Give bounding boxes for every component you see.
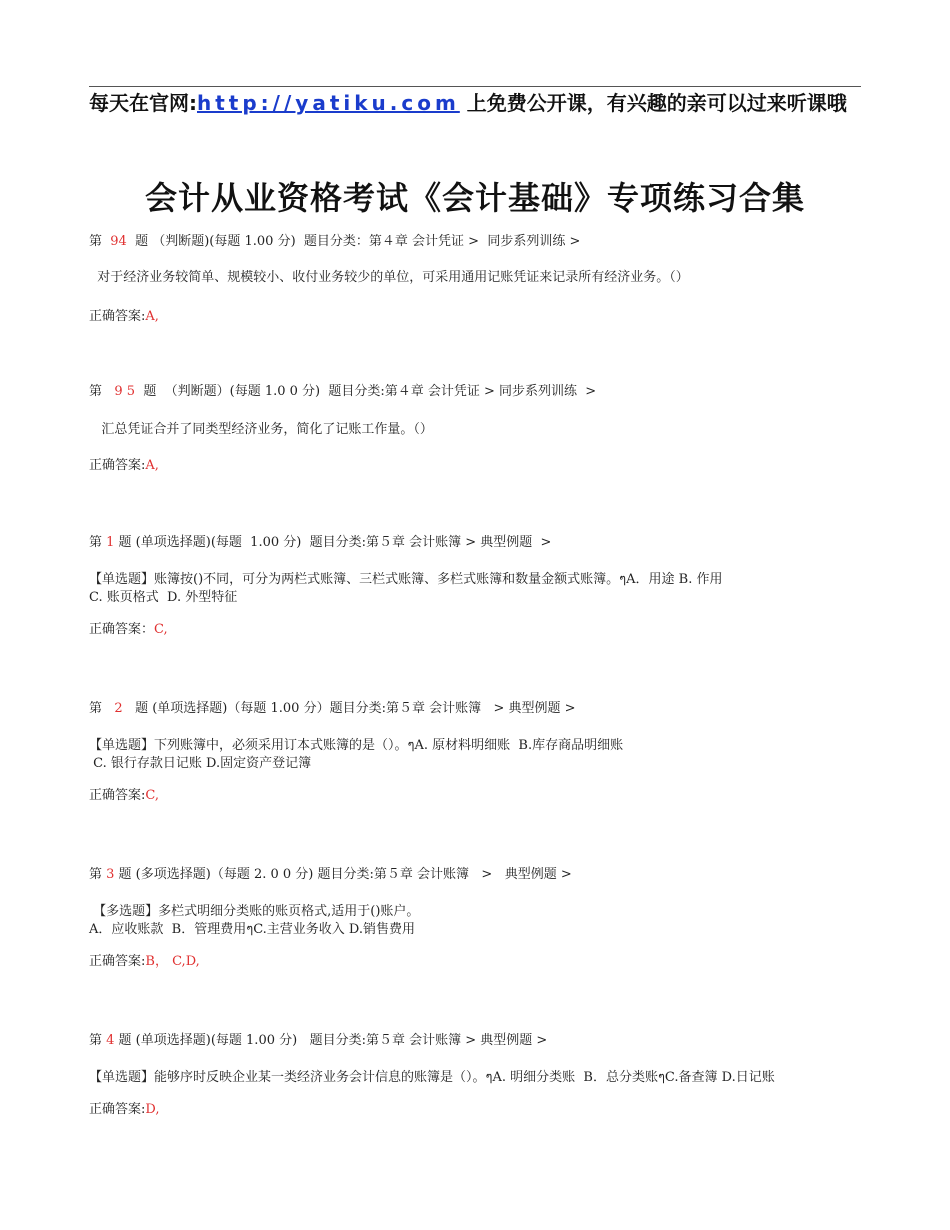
question-header-info: 题 (单项选择题)(每题 1.00 分) 题目分类:第５章 会计账簿 > 典型例题 > bbox=[114, 1033, 548, 1048]
banner-suffix: 上免费公开课，有兴趣的亲可以过来听课哦 bbox=[459, 91, 847, 115]
question-header-info: 题 （判断题)(每题 1.00 分) 题目分类：第４章 会计凭证 > 同步系列训练 > bbox=[126, 234, 581, 249]
question-block bbox=[89, 233, 879, 326]
question-header-prefix: 第 bbox=[89, 1033, 107, 1048]
question-text: 【单选题】账簿按()不同，可分为两栏式账簿、三栏式账簿、多栏式账簿和数量金额式账簿。ๆA．用途 B. 作用 C. 账页格式 D. 外型特征 bbox=[89, 572, 723, 605]
question-text: 对于经济业务较简单、规模较小、收付业务较少的单位，可采用通用记账凭证来记录所有经济业务。（） bbox=[89, 270, 689, 285]
question-header bbox=[89, 534, 879, 552]
question-header-prefix: 第 bbox=[89, 384, 115, 399]
question-number: 4 bbox=[106, 1033, 115, 1048]
answer-label: 正确答案: bbox=[89, 309, 146, 324]
answer-label: 正确答案: bbox=[89, 1102, 146, 1117]
header-rule bbox=[89, 86, 861, 87]
page-title: 会计从业资格考试《会计基础》专项练习合集 bbox=[144, 179, 805, 217]
answer-line bbox=[89, 457, 879, 475]
answer-label: 正确答案: bbox=[89, 954, 146, 969]
question-header-info: 题 (单项选择题)(每题 1.00 分) 题目分类:第５章 会计账簿 > 典型例题 > bbox=[114, 535, 552, 550]
answer-line bbox=[89, 621, 879, 639]
question-text: 【单选题】下列账簿中，必须采用订本式账簿的是（）。ๆA. 原材料明细账 B.库存商品明细账 C. 银行存款日记账 D.固定资产登记簿 bbox=[89, 738, 624, 771]
answer-value: C, bbox=[145, 788, 160, 803]
answer-line bbox=[89, 787, 879, 805]
answer-label: 正确答案: bbox=[89, 458, 146, 473]
question-header bbox=[89, 383, 879, 401]
question-number: 2 bbox=[114, 701, 123, 716]
question-number: 94 bbox=[110, 234, 127, 249]
question-header bbox=[89, 233, 879, 251]
question-header bbox=[89, 700, 879, 718]
question-text: 汇总凭证合并了同类型经济业务，简化了记账工作量。（） bbox=[89, 422, 433, 437]
answer-value: A, bbox=[145, 309, 159, 324]
question-number: 9 5 bbox=[114, 384, 136, 399]
question-block bbox=[89, 866, 879, 971]
question-header bbox=[89, 1032, 879, 1050]
question-header-prefix: 第 bbox=[89, 867, 107, 882]
question-header-info: 题 (单项选择题)（每题 1.00 分）题目分类:第５章 会计账簿 > 典型例题 > bbox=[122, 701, 576, 716]
question-header-info: 题 (多项选择题)（每题 2. 0 0 分) 题目分类:第５章 会计账簿 > 典型例题 > bbox=[114, 867, 572, 882]
answer-line bbox=[89, 308, 879, 326]
answer-value: D, bbox=[145, 1102, 160, 1117]
question-header-info: 题 （判断题）(每题 1.0 0 分) 题目分类:第４章 会计凭证 > 同步系列训练 > bbox=[135, 384, 597, 399]
answer-value: C, bbox=[154, 622, 168, 637]
question-header-prefix: 第 bbox=[89, 234, 111, 249]
answer-line bbox=[89, 1101, 879, 1119]
answer-value: B， C,D, bbox=[145, 954, 200, 969]
question-number: 1 bbox=[106, 535, 115, 550]
question-block bbox=[89, 1032, 879, 1119]
question-block bbox=[89, 383, 879, 475]
banner-prefix: 每天在官网: bbox=[89, 91, 197, 115]
question-text: 【单选题】能够序时反映企业某一类经济业务会计信息的账簿是（）。ๆA. 明细分类账 B．总分类账ๆC.备查簿 D.日记账 bbox=[89, 1070, 775, 1085]
website-link[interactable]: http://yatiku.com bbox=[197, 91, 460, 115]
answer-label: 正确答案: bbox=[89, 788, 146, 803]
answer-label: 正确答案： bbox=[89, 622, 155, 637]
question-text: 【多选题】多栏式明细分类账的账页格式,适用于()账户。 A．应收账款 B．管理费用ๆC.主营业务收入 D.销售费用 bbox=[89, 904, 420, 937]
promo-banner bbox=[89, 89, 864, 118]
answer-line bbox=[89, 953, 879, 971]
question-header-prefix: 第 bbox=[89, 701, 115, 716]
question-block bbox=[89, 700, 879, 805]
question-header-prefix: 第 bbox=[89, 535, 107, 550]
question-header bbox=[89, 866, 879, 884]
answer-value: A, bbox=[145, 458, 159, 473]
question-number: 3 bbox=[106, 867, 115, 882]
question-block bbox=[89, 534, 879, 639]
